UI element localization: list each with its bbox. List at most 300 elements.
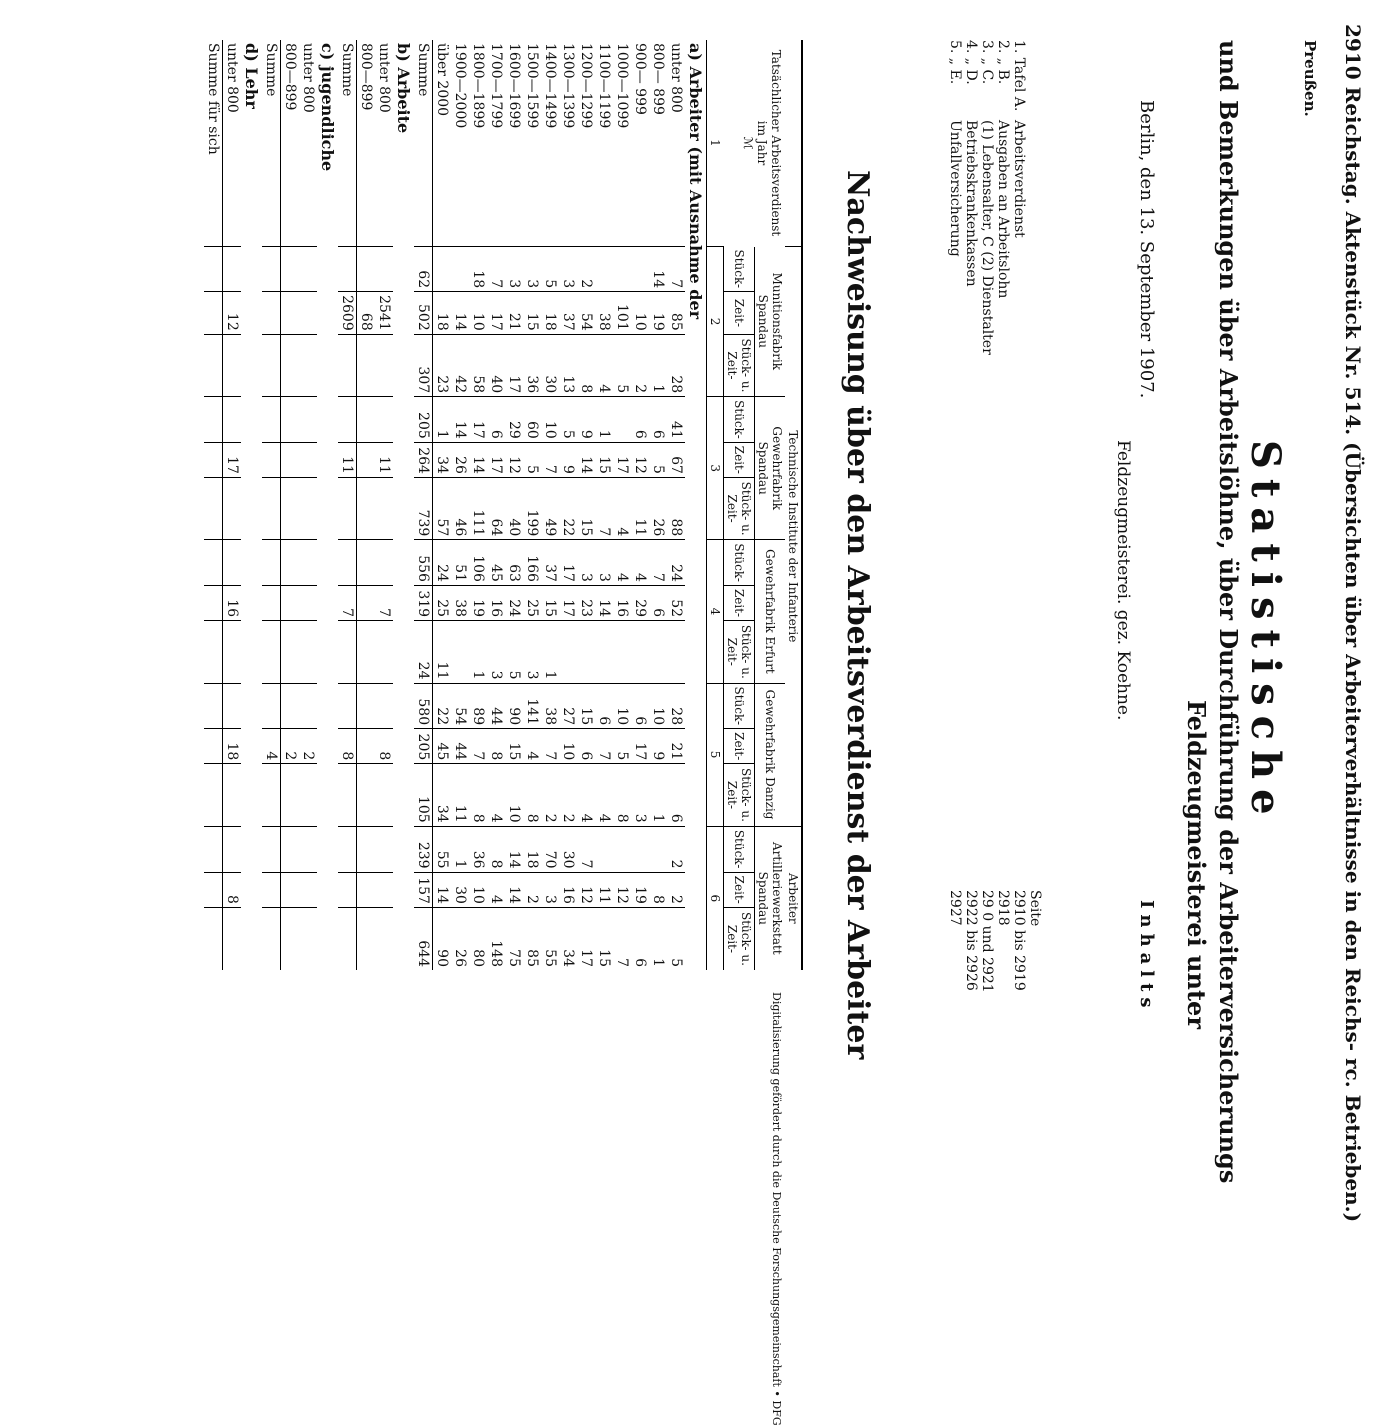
- row-label: 1500—1599: [524, 43, 540, 129]
- table-cell: 12: [577, 872, 595, 907]
- table-cell: 10: [631, 292, 649, 335]
- table-cell: 319: [414, 585, 433, 620]
- table-cell: 45: [487, 540, 505, 586]
- table-cell: [204, 621, 223, 683]
- table-cell: 7: [613, 907, 631, 970]
- table-cell: 90: [505, 683, 523, 729]
- table-cell: [223, 683, 242, 729]
- table-row: [631, 40, 649, 970]
- table-cell: 88: [667, 477, 685, 539]
- table-cell: [204, 764, 223, 826]
- table-cell: [204, 334, 223, 396]
- table-cell: 7: [375, 585, 393, 620]
- table-cell: 30: [559, 826, 577, 872]
- table-cell: 4: [262, 729, 281, 764]
- table-cell: 106: [469, 540, 487, 586]
- contents-title: Inhalts: [1136, 900, 1157, 1014]
- toc-row: 3. „ C. (1) Lebensalter, C (2) Dienstalter 29 0 und 2921: [979, 40, 995, 993]
- table-cell: [338, 247, 357, 292]
- table-cell: 38: [451, 585, 469, 620]
- table-cell: 16: [223, 585, 242, 620]
- table-cell: 7: [469, 729, 487, 764]
- table-cell: [375, 540, 393, 586]
- table-cell: [281, 826, 300, 872]
- table-cell: [357, 907, 376, 970]
- row-label: 900— 999: [632, 43, 648, 115]
- table-cell: 7: [649, 540, 667, 586]
- table-row: [505, 40, 523, 970]
- table-cell: [299, 621, 317, 683]
- table-cell: 1: [649, 764, 667, 826]
- table-cell: 2: [667, 826, 685, 872]
- table-cell: 101: [613, 292, 631, 335]
- table-cell: [595, 247, 613, 292]
- table-cell: [281, 540, 300, 586]
- table-cell: [613, 621, 631, 683]
- table-cell: 5: [559, 397, 577, 443]
- table-cell: 3: [523, 621, 541, 683]
- institute-header: Gewehrfabrik Erfurt: [755, 540, 786, 683]
- table-cell: 4: [577, 764, 595, 826]
- table-cell: 63: [505, 540, 523, 586]
- table-cell: 44: [451, 729, 469, 764]
- table-row: [299, 40, 317, 970]
- group-header: Technische Institute der Infanterie: [785, 247, 802, 827]
- table-cell: 26: [649, 477, 667, 539]
- table-cell: [559, 621, 577, 683]
- row-label: Summe: [262, 40, 281, 247]
- table-cell: [613, 247, 631, 292]
- wage-type-header: Zeit-: [724, 872, 755, 907]
- table-cell: [357, 729, 376, 764]
- table-cell: 8: [577, 334, 595, 396]
- table-cell: 111: [469, 477, 487, 539]
- table-cell: 4: [613, 477, 631, 539]
- table-cell: 5: [649, 442, 667, 477]
- table-cell: [299, 826, 317, 872]
- table-cell: 12: [631, 442, 649, 477]
- toc-row: 5. „ E. Unfallversicherung 2927: [947, 40, 963, 926]
- table-cell: 8: [338, 729, 357, 764]
- toc-page-label: Seite: [1027, 890, 1043, 927]
- column-number: 4: [707, 540, 724, 683]
- table-cell: 16: [559, 872, 577, 907]
- table-cell: [204, 872, 223, 907]
- table-cell: 44: [487, 683, 505, 729]
- table-cell: 62: [414, 247, 433, 292]
- table-cell: 10: [469, 292, 487, 335]
- table-cell: [204, 826, 223, 872]
- table-cell: 2609: [338, 292, 357, 335]
- wage-type-header: Stück-: [724, 397, 755, 443]
- table-cell: 1: [649, 334, 667, 396]
- wage-type-header: Stück- u. Zeit-: [724, 907, 755, 970]
- table-cell: 52: [667, 585, 685, 620]
- row-label: 800—899: [358, 43, 374, 111]
- table-row: [433, 40, 452, 970]
- row-label: Summe für sich: [204, 40, 223, 247]
- table-cell: 2: [281, 729, 300, 764]
- table-cell: 34: [433, 442, 452, 477]
- table-cell: 24: [414, 621, 433, 683]
- table-cell: 19: [469, 585, 487, 620]
- table-cell: [204, 907, 223, 970]
- table-cell: 18: [523, 826, 541, 872]
- table-cell: 10: [649, 683, 667, 729]
- table-cell: [451, 621, 469, 683]
- table-cell: [338, 683, 357, 729]
- table-row: [613, 40, 631, 970]
- table-cell: 21: [667, 729, 685, 764]
- table-cell: 14: [505, 872, 523, 907]
- table-cell: 7: [595, 729, 613, 764]
- table-cell: 8: [223, 872, 242, 907]
- table-cell: [262, 872, 281, 907]
- table-cell: 4: [595, 334, 613, 396]
- table-cell: [262, 334, 281, 396]
- table-row: [375, 40, 393, 970]
- section-heading: b) Arbeite: [394, 43, 413, 134]
- table-cell: 5: [523, 442, 541, 477]
- table-cell: [281, 292, 300, 335]
- table-cell: 6: [595, 683, 613, 729]
- table-cell: [204, 729, 223, 764]
- table-cell: 580: [414, 683, 433, 729]
- table-cell: 68: [357, 292, 376, 335]
- table-cell: 5: [505, 621, 523, 683]
- table-headline: Nachweisung über den Arbeitsverdienst der Arbeiter: [840, 170, 875, 1060]
- table-cell: 7: [667, 247, 685, 292]
- column-number: 2: [707, 247, 724, 397]
- table-cell: [299, 907, 317, 970]
- table-cell: 16: [487, 585, 505, 620]
- section-heading: d) Lehr: [242, 43, 261, 109]
- table-cell: 8: [487, 729, 505, 764]
- table-cell: 19: [649, 292, 667, 335]
- row-label: unter 800: [668, 43, 684, 113]
- table-cell: 18: [433, 292, 452, 335]
- column-number: 6: [707, 826, 724, 970]
- table-cell: 16: [613, 585, 631, 620]
- table-cell: 17: [559, 585, 577, 620]
- row-label: über 2000: [434, 43, 450, 117]
- table-cell: [338, 540, 357, 586]
- table-cell: 57: [433, 477, 452, 539]
- table-cell: 80: [469, 907, 487, 970]
- table-cell: 17: [505, 334, 523, 396]
- table-cell: [338, 764, 357, 826]
- table-row: [541, 40, 559, 970]
- wage-type-header: Stück-: [724, 540, 755, 586]
- table-cell: 105: [414, 764, 433, 826]
- table-cell: 5: [613, 729, 631, 764]
- table-cell: 41: [667, 397, 685, 443]
- table-cell: 4: [487, 764, 505, 826]
- table-cell: 17: [613, 442, 631, 477]
- table-cell: [223, 826, 242, 872]
- table-cell: 4: [595, 764, 613, 826]
- table-cell: 15: [523, 292, 541, 335]
- table-row: [523, 40, 541, 970]
- table-cell: [262, 397, 281, 443]
- table-cell: 17: [577, 907, 595, 970]
- table-cell: [357, 764, 376, 826]
- table-cell: 14: [649, 247, 667, 292]
- table-cell: 166: [523, 540, 541, 586]
- table-cell: [204, 247, 223, 292]
- table-cell: 6: [649, 397, 667, 443]
- table-cell: 49: [541, 477, 559, 539]
- table-cell: [357, 872, 376, 907]
- table-cell: [281, 442, 300, 477]
- table-cell: 1: [541, 621, 559, 683]
- date-line: Berlin, den 13. September 1907.: [1136, 100, 1157, 399]
- table-row: [559, 40, 577, 970]
- table-cell: 34: [433, 764, 452, 826]
- table-cell: 7: [541, 442, 559, 477]
- table-cell: [223, 477, 242, 539]
- table-cell: 11: [433, 621, 452, 683]
- table-cell: 75: [505, 907, 523, 970]
- table-cell: [613, 397, 631, 443]
- table-cell: 10: [505, 764, 523, 826]
- table-cell: 1: [469, 621, 487, 683]
- table-cell: 8: [375, 729, 393, 764]
- table-cell: 3: [595, 540, 613, 586]
- table-cell: 15: [505, 729, 523, 764]
- table-cell: [375, 477, 393, 539]
- table-cell: 2: [523, 872, 541, 907]
- table-cell: [595, 621, 613, 683]
- institute-header: Gewehrfabrik Spandau: [755, 397, 786, 540]
- table-cell: 70: [541, 826, 559, 872]
- table-cell: 3: [631, 764, 649, 826]
- column-number: 1: [707, 40, 724, 247]
- toc-row: 4. „ D. Betriebskrankenkassen 2922 bis 2926: [963, 40, 979, 991]
- table-cell: [204, 442, 223, 477]
- table-cell: [338, 334, 357, 396]
- row-label: 1400—1499: [542, 43, 558, 129]
- table-cell: 26: [451, 907, 469, 970]
- table-cell: [281, 907, 300, 970]
- row-label: Summe: [414, 40, 433, 247]
- table-cell: 24: [433, 540, 452, 586]
- table-cell: [281, 585, 300, 620]
- wage-type-header: Zeit-: [724, 729, 755, 764]
- table-cell: [375, 334, 393, 396]
- table-cell: 141: [523, 683, 541, 729]
- table-cell: 37: [541, 540, 559, 586]
- wage-type-header: Zeit-: [724, 585, 755, 620]
- group-header-right: Arbeiter: [785, 826, 802, 970]
- table-cell: [299, 397, 317, 443]
- table-cell: 11: [451, 764, 469, 826]
- table-cell: 5: [541, 247, 559, 292]
- table-cell: [281, 247, 300, 292]
- table-cell: [204, 540, 223, 586]
- table-row: [357, 40, 376, 970]
- table-cell: [338, 397, 357, 443]
- wage-type-header: Stück- u. Zeit-: [724, 477, 755, 539]
- table-cell: 14: [451, 397, 469, 443]
- table-cell: [262, 764, 281, 826]
- table-cell: 55: [433, 826, 452, 872]
- page-header: 2910 Reichstag. Aktenstück Nr. 514. (Übersichten über Arbeiterverhältnisse in den Reichs- rc. Betrieben.): [1341, 24, 1365, 1223]
- table-cell: [338, 826, 357, 872]
- table-cell: 14: [505, 826, 523, 872]
- table-cell: [338, 907, 357, 970]
- table-cell: 18: [223, 729, 242, 764]
- table-row: [451, 40, 469, 970]
- table-cell: 3: [523, 247, 541, 292]
- table-of-contents: [947, 40, 1043, 1000]
- table-cell: 54: [577, 292, 595, 335]
- toc-row: 2. „ B. Ausgaben an Arbeitslohn 2918: [995, 40, 1011, 926]
- table-cell: 85: [523, 907, 541, 970]
- sum-row: [338, 40, 357, 970]
- table-cell: 7: [595, 477, 613, 539]
- table-cell: 205: [414, 397, 433, 443]
- row-label: 1000—1099: [614, 43, 630, 129]
- toc-row: 1. Tafel A. Arbeitsverdienst 2910 bis 2919: [1011, 40, 1027, 991]
- table-cell: [204, 397, 223, 443]
- table-cell: 12: [613, 872, 631, 907]
- table-cell: 14: [595, 585, 613, 620]
- table-cell: 13: [559, 334, 577, 396]
- table-cell: [375, 247, 393, 292]
- table-cell: [631, 247, 649, 292]
- table-cell: 36: [469, 826, 487, 872]
- table-cell: 502: [414, 292, 433, 335]
- table-cell: 14: [451, 292, 469, 335]
- row-label: 800—899: [282, 43, 298, 111]
- table-cell: [299, 683, 317, 729]
- table-cell: 67: [667, 442, 685, 477]
- table-cell: [299, 477, 317, 539]
- table-cell: 38: [541, 683, 559, 729]
- table-cell: 10: [469, 872, 487, 907]
- table-cell: [357, 683, 376, 729]
- table-cell: [357, 477, 376, 539]
- table-cell: [281, 683, 300, 729]
- table-cell: 28: [667, 334, 685, 396]
- table-cell: [281, 397, 300, 443]
- table-cell: 6: [631, 907, 649, 970]
- table-cell: [299, 442, 317, 477]
- table-cell: 9: [649, 729, 667, 764]
- table-row: [577, 40, 595, 970]
- footer-credit: Digitalisierung gefördert durch die Deutsche Forschungsgemeinschaft • DFG: [770, 992, 783, 1426]
- table-cell: [357, 585, 376, 620]
- table-cell: 90: [433, 907, 452, 970]
- table-row: [281, 40, 300, 970]
- table-cell: 5: [667, 907, 685, 970]
- table-row: [667, 40, 685, 970]
- table-cell: 3: [505, 247, 523, 292]
- table-cell: 264: [414, 442, 433, 477]
- table-cell: 26: [451, 442, 469, 477]
- table-cell: 38: [595, 292, 613, 335]
- table-cell: 205: [414, 729, 433, 764]
- table-cell: 2: [577, 247, 595, 292]
- table-cell: 24: [505, 585, 523, 620]
- sum-row: [204, 40, 223, 970]
- row-label: unter 800: [300, 43, 316, 113]
- table-cell: 2: [299, 729, 317, 764]
- table-cell: [262, 621, 281, 683]
- table-row: [595, 40, 613, 970]
- table-cell: 18: [469, 247, 487, 292]
- table-cell: 8: [649, 872, 667, 907]
- table-cell: [281, 334, 300, 396]
- table-cell: [262, 442, 281, 477]
- section-heading: c) jugendliche: [318, 43, 337, 172]
- table-cell: 17: [559, 540, 577, 586]
- table-cell: [357, 247, 376, 292]
- table-cell: [299, 247, 317, 292]
- table-cell: 37: [559, 292, 577, 335]
- table-cell: 11: [595, 872, 613, 907]
- table-cell: [595, 826, 613, 872]
- table-cell: [281, 872, 300, 907]
- table-cell: 27: [559, 683, 577, 729]
- table-cell: 60: [523, 397, 541, 443]
- table-cell: 5: [613, 334, 631, 396]
- table-cell: 10: [613, 683, 631, 729]
- sum-row: [262, 40, 281, 970]
- table-cell: 10: [541, 397, 559, 443]
- table-cell: [281, 621, 300, 683]
- table-cell: 9: [559, 442, 577, 477]
- table-cell: [338, 621, 357, 683]
- table-cell: [375, 764, 393, 826]
- table-cell: [357, 540, 376, 586]
- table-cell: 1: [649, 907, 667, 970]
- table-cell: 8: [487, 826, 505, 872]
- wage-type-header: Zeit-: [724, 442, 755, 477]
- column-number: 5: [707, 683, 724, 826]
- table-cell: 157: [414, 872, 433, 907]
- wage-type-header: Stück- u. Zeit-: [724, 764, 755, 826]
- table-cell: 1: [451, 826, 469, 872]
- wage-type-header: Stück- u. Zeit-: [724, 334, 755, 396]
- table-cell: [204, 683, 223, 729]
- table-cell: 10: [559, 729, 577, 764]
- table-cell: [299, 540, 317, 586]
- table-cell: 4: [631, 540, 649, 586]
- table-cell: 8: [523, 764, 541, 826]
- table-row: [487, 40, 505, 970]
- table-cell: 24: [667, 540, 685, 586]
- table-cell: [299, 872, 317, 907]
- table-cell: 45: [433, 729, 452, 764]
- table-cell: 40: [505, 477, 523, 539]
- row-label: unter 800: [376, 43, 392, 113]
- table-cell: 21: [505, 292, 523, 335]
- table-cell: [451, 247, 469, 292]
- table-cell: 199: [523, 477, 541, 539]
- table-cell: 36: [523, 334, 541, 396]
- table-cell: [433, 247, 452, 292]
- table-cell: 46: [451, 477, 469, 539]
- table-cell: 34: [559, 907, 577, 970]
- table-row: [469, 40, 487, 970]
- table-cell: [262, 247, 281, 292]
- row-label: 1700—1799: [488, 43, 504, 129]
- table-cell: 739: [414, 477, 433, 539]
- wage-type-header: Stück- u. Zeit-: [724, 621, 755, 683]
- earnings-table: [204, 40, 803, 970]
